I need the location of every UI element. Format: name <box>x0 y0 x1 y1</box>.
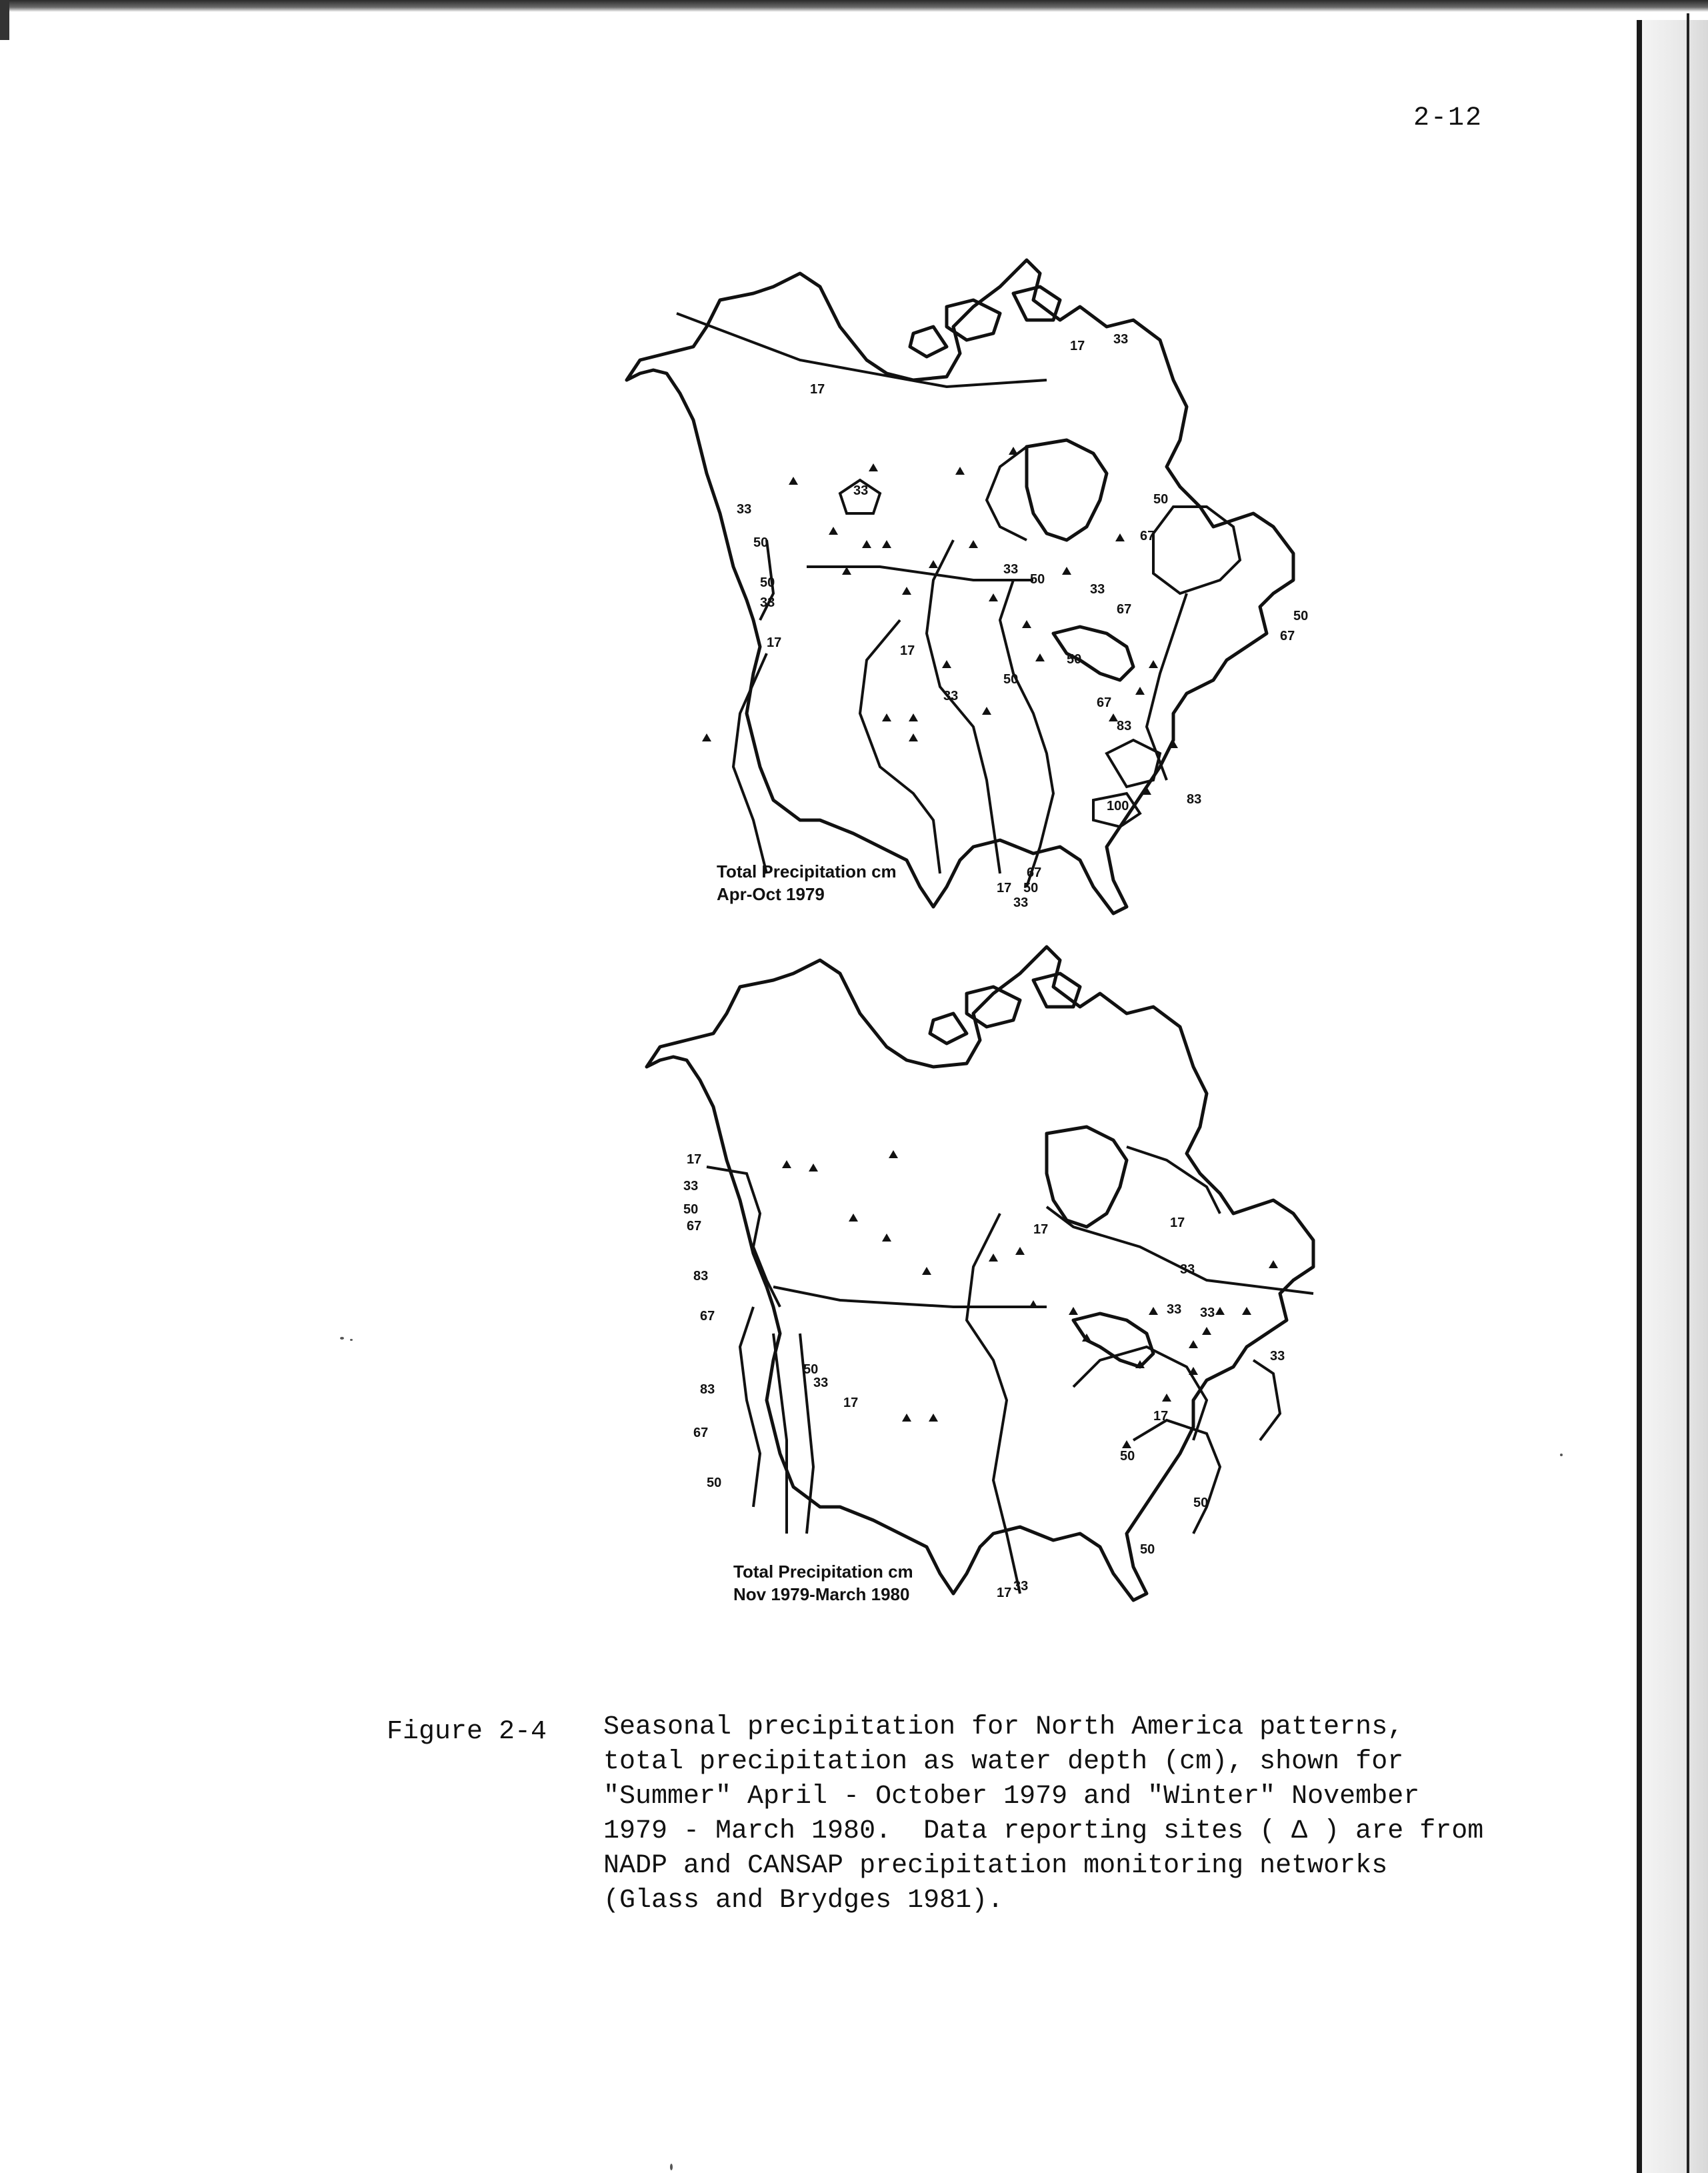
winter-map-title-line1: Total Precipitation cm <box>733 1562 913 1582</box>
winter-iso-label: 67 <box>700 1309 715 1324</box>
summer-map-title-line1: Total Precipitation cm <box>717 861 897 881</box>
scan-left-mark <box>0 0 9 40</box>
winter-isoline-17-central <box>967 1214 1020 1594</box>
scan-right-edge <box>1637 20 1642 2173</box>
summer-iso-label: 100 <box>1107 799 1129 813</box>
summer-iso-label: 50 <box>1293 609 1309 623</box>
caption-line: "Summer" April - October 1979 and "Winter" November <box>603 1782 1420 1812</box>
winter-iso-label: 33 <box>813 1376 829 1390</box>
caption-line: (Glass and Brydges 1981). <box>603 1886 1004 1916</box>
winter-map-title-line2: Nov 1979-March 1980 <box>733 1584 910 1604</box>
summer-iso-label: 50 <box>1067 652 1082 667</box>
scan-speck <box>350 1339 353 1341</box>
page-number: 2-12 <box>1413 103 1483 133</box>
scan-speck <box>670 2164 673 2170</box>
summer-isoline-17-central <box>860 620 940 873</box>
winter-iso-label: 33 <box>1013 1579 1029 1594</box>
winter-iso-label: 17 <box>1170 1216 1185 1230</box>
summer-great-lakes <box>1053 627 1133 680</box>
figure-caption <box>603 1710 1523 1918</box>
summer-iso-label: 67 <box>1027 865 1042 880</box>
winter-iso-label: 33 <box>1270 1349 1285 1364</box>
summer-isoline-50-east <box>1153 507 1240 593</box>
summer-iso-label: 17 <box>1070 339 1085 353</box>
summer-iso-label: 33 <box>1090 582 1105 597</box>
winter-iso-label: 17 <box>1153 1409 1169 1424</box>
summer-hudson-bay <box>1027 440 1107 540</box>
winter-iso-label: 33 <box>1200 1306 1215 1320</box>
summer-iso-label: 33 <box>1003 562 1019 577</box>
winter-iso-label: 33 <box>1167 1302 1182 1317</box>
winter-isoline-coast-2 <box>740 1307 760 1507</box>
winter-iso-label: 50 <box>1120 1449 1135 1464</box>
scan-speck <box>1560 1454 1563 1456</box>
summer-iso-label: 33 <box>943 689 959 703</box>
winter-iso-label: 83 <box>700 1382 715 1397</box>
summer-data-sites <box>702 447 1178 795</box>
winter-isoline-33-coast <box>1253 1360 1280 1440</box>
winter-map-title <box>733 1560 913 1606</box>
summer-iso-label: 33 <box>737 502 752 517</box>
winter-iso-label: 17 <box>843 1396 859 1410</box>
summer-iso-label: 50 <box>1023 881 1039 895</box>
summer-precipitation-map <box>600 247 1367 927</box>
winter-continent-outline <box>647 947 1313 1600</box>
winter-iso-label: 33 <box>683 1179 699 1194</box>
summer-isoline-33 <box>927 540 1000 873</box>
caption-line: Seasonal precipitation for North America patterns, <box>603 1712 1404 1742</box>
summer-isoline-33-east <box>987 447 1027 540</box>
summer-map-title-line2: Apr-Oct 1979 <box>717 884 825 904</box>
winter-iso-label: 50 <box>1193 1496 1209 1510</box>
winter-isoline-coast-1 <box>707 1167 780 1307</box>
summer-map-title <box>717 860 897 905</box>
caption-line: NADP and CANSAP precipitation monitoring networks <box>603 1851 1388 1881</box>
summer-map-graphic <box>600 247 1367 927</box>
summer-iso-label: 33 <box>853 483 869 498</box>
summer-iso-label: 33 <box>760 595 775 610</box>
winter-iso-label: 50 <box>683 1202 699 1217</box>
winter-iso-label: 67 <box>687 1219 702 1234</box>
summer-iso-label: 50 <box>760 575 775 590</box>
caption-line: 1979 - March 1980. Data reporting sites ( Δ ) are from <box>603 1816 1484 1846</box>
summer-iso-label: 83 <box>1117 719 1132 733</box>
winter-iso-label: 50 <box>707 1476 722 1490</box>
winter-iso-label: 50 <box>803 1362 819 1377</box>
winter-precipitation-map <box>620 933 1387 1614</box>
summer-continent-outline <box>627 260 1293 913</box>
summer-iso-label: 67 <box>1117 602 1132 617</box>
scan-right-strip <box>1642 20 1708 2173</box>
summer-isoline-17-south <box>807 567 1033 580</box>
summer-iso-label: 33 <box>1013 895 1029 910</box>
summer-iso-label: 17 <box>900 643 915 658</box>
winter-iso-label: 17 <box>997 1586 1012 1600</box>
winter-iso-label: 17 <box>1033 1222 1049 1237</box>
winter-iso-label: 83 <box>693 1269 709 1284</box>
winter-iso-label: 17 <box>687 1152 702 1167</box>
scan-speck <box>340 1337 344 1340</box>
summer-iso-label: 50 <box>1153 492 1169 507</box>
winter-iso-label: 67 <box>693 1426 709 1440</box>
summer-isoline-83-loop <box>1107 740 1160 787</box>
summer-iso-label: 67 <box>1280 629 1295 643</box>
summer-isoline-17-north <box>677 313 1047 387</box>
caption-line: total precipitation as water depth (cm), shown for <box>603 1747 1404 1777</box>
scan-top-edge <box>0 0 1708 12</box>
summer-iso-label: 50 <box>753 535 769 550</box>
summer-iso-label: 50 <box>1030 572 1045 587</box>
winter-map-graphic <box>620 933 1387 1614</box>
summer-iso-label: 67 <box>1097 695 1112 710</box>
summer-iso-label: 17 <box>810 382 825 397</box>
winter-hudson-bay <box>1047 1127 1127 1227</box>
winter-isoline-border <box>773 1287 1047 1307</box>
summer-iso-label: 17 <box>997 881 1012 895</box>
summer-iso-label: 83 <box>1187 792 1202 807</box>
summer-iso-label: 50 <box>1003 672 1019 687</box>
figure-label: Figure 2-4 <box>387 1717 547 1747</box>
summer-iso-label: 17 <box>767 635 782 650</box>
winter-iso-label: 33 <box>1180 1262 1195 1277</box>
summer-iso-label: 67 <box>1140 529 1155 543</box>
winter-iso-label: 50 <box>1140 1542 1155 1557</box>
scan-binding-line <box>1687 13 1689 2173</box>
summer-iso-label: 33 <box>1113 332 1129 347</box>
winter-isoline-50-se <box>1133 1420 1220 1534</box>
